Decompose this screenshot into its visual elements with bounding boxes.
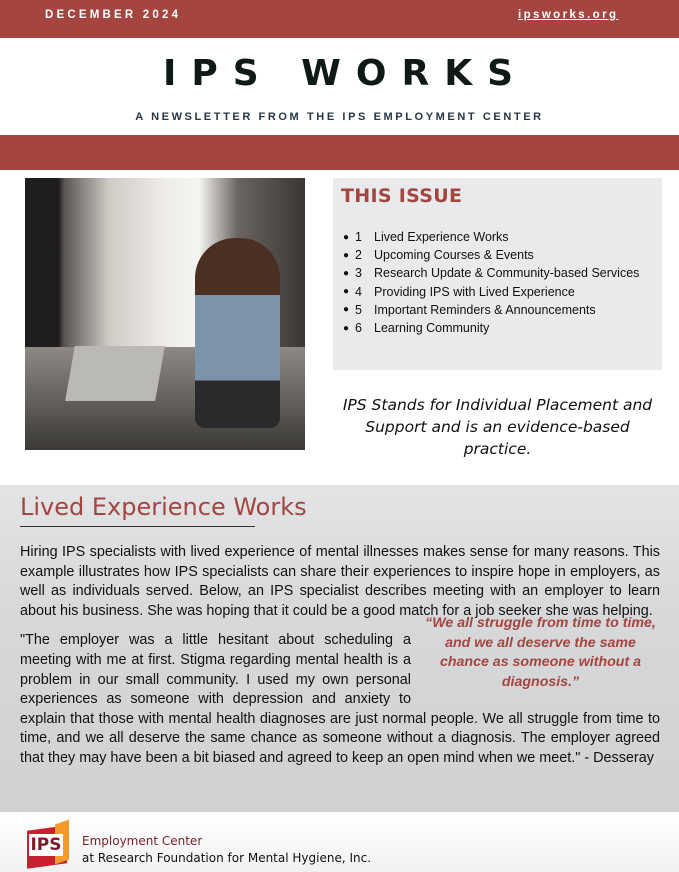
issue-date: DECEMBER 2024 — [45, 9, 182, 21]
this-issue-heading: THIS ISSUE — [341, 185, 463, 207]
item-number: 1 — [355, 230, 362, 245]
item-label: Providing IPS with Lived Experience — [374, 284, 575, 299]
article-paragraph-quote-wrap — [20, 615, 660, 768]
bullet-icon: ● — [343, 286, 350, 298]
bullet-icon: ● — [343, 304, 350, 316]
top-bar — [0, 0, 679, 38]
list-item[interactable] — [341, 246, 654, 264]
bullet-icon: ● — [343, 249, 350, 261]
article-body — [20, 543, 660, 769]
list-item[interactable] — [341, 301, 654, 319]
org-name-line1: Employment Center — [82, 834, 203, 848]
bullet-icon: ● — [343, 322, 350, 334]
item-number: 5 — [355, 302, 362, 317]
cover-photo — [25, 178, 305, 450]
list-item[interactable] — [341, 264, 654, 282]
item-label: Important Reminders & Announcements — [374, 302, 596, 317]
item-number: 3 — [355, 266, 362, 281]
item-label: Learning Community — [374, 321, 490, 336]
newsletter-subtitle: A NEWSLETTER FROM THE IPS EMPLOYMENT CENTER — [135, 111, 544, 123]
ips-logo — [25, 820, 73, 866]
article-paragraph: "The employer was a little hesitant about scheduling a meeting with me at first. Stigma regarding mental health is a problem in our small community. I used my own personal experiences as someone with depression and anxiety to explain that those with mental health diagnoses are just normal people. We all struggle from time to time, and we all deserve the same chance as someone without a diagnosis. The employer agreed that they may have been a bit biased and agreed to keep an open mind when we meet." - Desseray — [20, 632, 660, 766]
item-label: Research Update & Community-based Services — [374, 266, 640, 281]
photo-laptop — [65, 346, 165, 401]
item-label: Lived Experience Works — [374, 230, 509, 245]
footer — [0, 812, 679, 872]
this-issue-panel — [333, 178, 662, 370]
issue-list — [341, 228, 654, 337]
bullet-icon: ● — [343, 267, 350, 279]
item-number: 2 — [355, 248, 362, 263]
article-paragraph: Hiring IPS specialists with lived experience of mental illnesses makes sense for many reasons. This example illustrates how IPS specialists can share their experiences to inspire hope in employers, as well as individuals served. Below, an IPS specialist describes meeting with an employer to learn about his business. She was hoping that it could be a good match for a job seeker she was helping. — [20, 544, 660, 619]
website-link[interactable]: ipsworks.org — [518, 9, 619, 21]
list-item[interactable] — [341, 283, 654, 301]
item-number: 4 — [355, 284, 362, 299]
item-number: 6 — [355, 321, 362, 336]
title-underline — [20, 526, 255, 527]
newsletter-title: IPS WORKS — [162, 53, 529, 94]
article-lived-experience — [0, 485, 679, 812]
org-name-line2: at Research Foundation for Mental Hygiene, Inc. — [82, 851, 372, 865]
divider-band — [0, 135, 679, 170]
logo-text: IPS — [30, 835, 62, 855]
masthead — [0, 38, 679, 135]
bullet-icon: ● — [343, 231, 350, 243]
list-item[interactable] — [341, 319, 654, 337]
list-item[interactable] — [341, 228, 654, 246]
item-label: Upcoming Courses & Events — [374, 248, 534, 263]
photo-person — [195, 238, 280, 428]
article-title: Lived Experience Works — [20, 493, 307, 521]
tagline: IPS Stands for Individual Placement and Support and is an evidence-based practice. — [342, 396, 653, 458]
pull-quote: “We all struggle from time to time, and we all deserve the same chance as someone without a diagnosis.” — [425, 615, 656, 690]
